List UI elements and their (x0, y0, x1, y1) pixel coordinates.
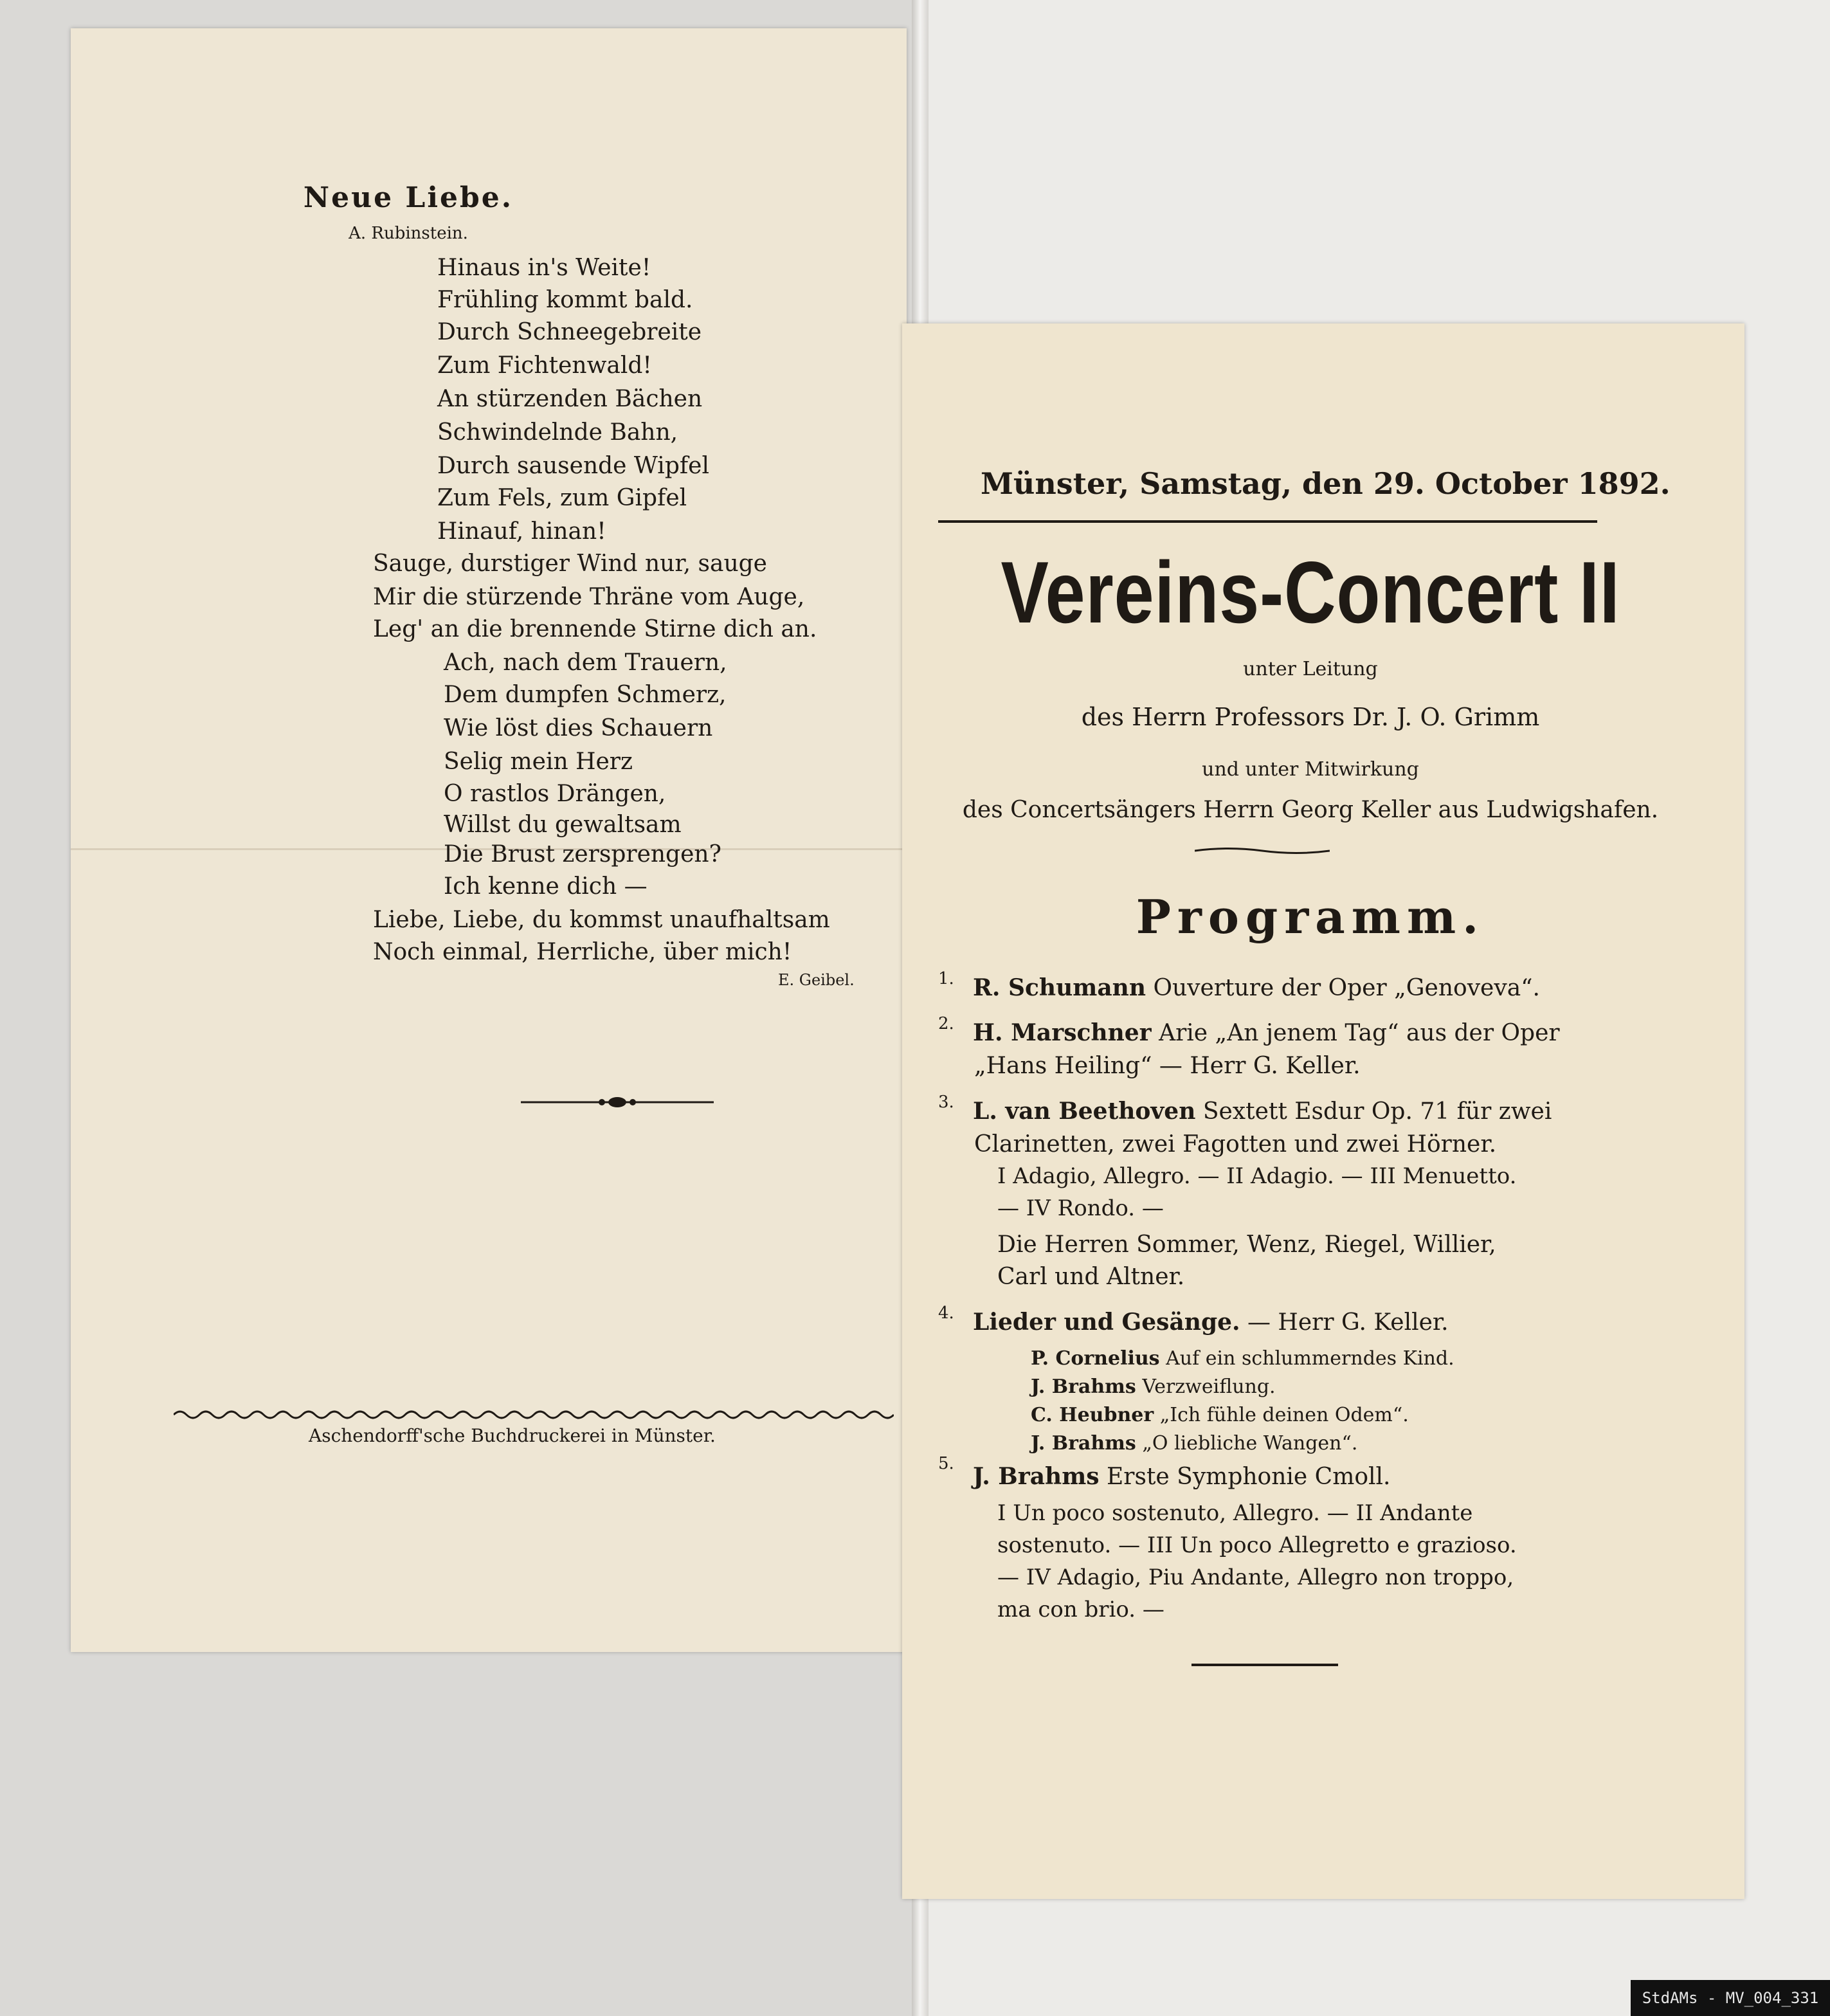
wavy-rule (174, 1405, 894, 1424)
poem-composer: A. Rubinstein. (349, 224, 468, 243)
item-text: Ouverture der Oper „Genoveva“. (1146, 975, 1540, 1001)
item-text-line: Clarinetten, zwei Fagotten und zwei Hörner. (974, 1131, 1497, 1158)
poem-line: Schwindelnde Bahn, (437, 419, 678, 446)
item-composer: R. Schumann (973, 974, 1146, 1001)
item-composer: J. Brahms (973, 1463, 1100, 1490)
item-text-line: ma con brio. — (997, 1597, 1164, 1622)
header-rule (938, 520, 1597, 523)
poem-line: Ach, nach dem Trauern, (444, 649, 727, 676)
poem-line: Liebe, Liebe, du kommst unaufhaltsam (373, 907, 830, 933)
song-composer: J. Brahms (1031, 1432, 1136, 1455)
song-title: „Ich fühle deinen Odem“. (1154, 1404, 1409, 1426)
concert-title: Vereins-Concert II (1001, 543, 1620, 641)
poem-title: Neue Liebe. (303, 181, 514, 214)
small-ornament (1195, 844, 1330, 857)
song-title: Verzweiflung. (1136, 1376, 1276, 1398)
song-entry (1031, 1347, 1454, 1370)
poem-line: Frühling kommt bald. (437, 287, 693, 313)
song-title: „O liebliche Wangen“. (1136, 1432, 1358, 1455)
item-text: Arie „An jenem Tag“ aus der Oper (1151, 1020, 1560, 1046)
archive-label: StdAMs - MV_004_331 (1631, 1980, 1830, 2016)
program-item (973, 1098, 1552, 1125)
conductor: des Herrn Professors Dr. J. O. Grimm (1081, 703, 1540, 731)
item-number: 4. (938, 1303, 954, 1323)
item-text: Sextett Esdur Op. 71 für zwei (1195, 1098, 1552, 1125)
program-heading: Programm. (1136, 889, 1485, 944)
program-item (973, 1463, 1391, 1490)
item-text-line: I Un poco sostenuto, Allegro. — II Andante (997, 1500, 1473, 1526)
poem-line: Hinaus in's Weite! (437, 255, 651, 281)
item-text-line: Carl und Altner. (997, 1264, 1185, 1290)
poem-line: Willst du gewaltsam (444, 812, 682, 838)
program-item (973, 1309, 1449, 1336)
poem-line: Noch einmal, Herrliche, über mich! (373, 939, 792, 965)
song-composer: C. Heubner (1031, 1404, 1154, 1426)
item-text-line: sostenuto. — III Un poco Allegretto e grazioso. (997, 1532, 1517, 1558)
song-composer: J. Brahms (1031, 1376, 1136, 1398)
item-text-line: Die Herren Sommer, Wenz, Riegel, Willier, (997, 1231, 1496, 1258)
song-title: Auf ein schlummerndes Kind. (1159, 1347, 1454, 1370)
poem-line: Wie löst dies Schauern (444, 715, 713, 741)
right-sheet (902, 323, 1744, 1899)
poem-line: Zum Fichtenwald! (437, 352, 652, 379)
item-number: 5. (938, 1454, 954, 1473)
item-number: 2. (938, 1014, 954, 1033)
poem-line: An stürzenden Bächen (437, 386, 703, 412)
closing-rule (1191, 1664, 1338, 1666)
poem-line: Sauge, durstiger Wind nur, sauge (373, 550, 767, 577)
poem-line: O rastlos Drängen, (444, 781, 666, 807)
poem-line: Zum Fels, zum Gipfel (437, 485, 687, 511)
item-number: 3. (938, 1093, 954, 1112)
item-text-line: „Hans Heiling“ — Herr G. Keller. (974, 1053, 1361, 1079)
item-composer: Lieder und Gesänge. (973, 1309, 1240, 1336)
program-item (973, 1019, 1560, 1046)
song-entry (1031, 1404, 1409, 1426)
soloist: des Concertsängers Herrn Georg Keller aus Ludwigshafen. (962, 797, 1659, 823)
dateline: Münster, Samstag, den 29. October 1892. (981, 466, 1671, 501)
song-entry (1031, 1432, 1357, 1455)
song-entry (1031, 1376, 1276, 1398)
poem-line: Mir die stürzende Thräne vom Auge, (373, 584, 805, 610)
poem-line: Hinauf, hinan! (437, 518, 606, 545)
poem-line: Durch Schneegebreite (437, 319, 702, 345)
item-text-line: — IV Adagio, Piu Andante, Allegro non troppo, (997, 1565, 1514, 1590)
song-composer: P. Cornelius (1031, 1347, 1160, 1370)
ornament-divider (521, 1089, 714, 1115)
item-text: — Herr G. Keller. (1240, 1309, 1449, 1336)
item-number: 1. (938, 969, 954, 988)
program-item (973, 974, 1540, 1001)
poem-line: Selig mein Herz (444, 749, 633, 775)
poem-line: Durch sausende Wipfel (437, 453, 709, 479)
poem-line: Leg' an die brennende Stirne dich an. (373, 616, 817, 642)
poem-line: Dem dumpfen Schmerz, (444, 682, 727, 708)
item-text-line: — IV Rondo. — (997, 1195, 1164, 1221)
item-text: Erste Symphonie Cmoll. (1099, 1464, 1391, 1490)
poem-line: Die Brust zersprengen? (444, 841, 721, 867)
item-composer: H. Marschner (973, 1019, 1152, 1046)
soloist-intro: und unter Mitwirkung (1202, 758, 1419, 781)
poet-signature: E. Geibel. (778, 971, 855, 989)
conductor-intro: unter Leitung (1243, 658, 1378, 680)
poem-line: Ich kenne dich — (444, 873, 648, 900)
printer-imprint: Aschendorff'sche Buchdruckerei in Münster. (309, 1425, 716, 1446)
item-text-line: I Adagio, Allegro. — II Adagio. — III Menuetto. (997, 1163, 1517, 1189)
item-composer: L. van Beethoven (973, 1098, 1196, 1125)
